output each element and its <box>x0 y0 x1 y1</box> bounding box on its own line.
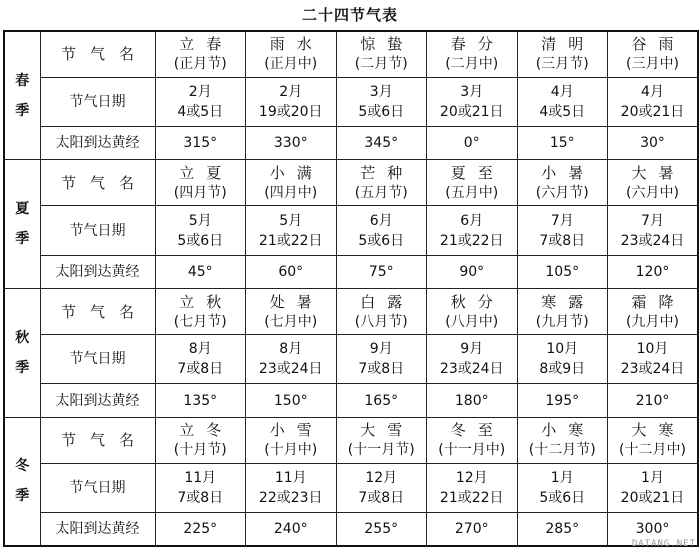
term-longitude-cell <box>517 255 608 288</box>
term-longitude-cell <box>427 384 518 417</box>
term-name-cell <box>155 417 246 463</box>
term-date-month: 8月 <box>188 341 212 358</box>
term-name: 小雪 <box>269 421 324 440</box>
term-date-cell <box>427 463 518 512</box>
term-date-month: 4月 <box>550 83 574 100</box>
term-name: 小满 <box>269 163 324 182</box>
term-name: 立秋 <box>179 292 234 311</box>
term-longitude-cell <box>427 126 518 159</box>
term-date-cell <box>336 335 427 384</box>
term-longitude: 180° <box>454 392 489 409</box>
term-longitude-cell <box>608 384 699 417</box>
term-date-month: 2月 <box>188 83 212 100</box>
term-longitude-cell <box>246 255 337 288</box>
row-label-name: 节气名 <box>40 31 155 77</box>
season-3-row-date <box>4 463 698 512</box>
season-0-row-name <box>4 31 698 77</box>
term-date-cell <box>246 77 337 126</box>
term-longitude: 225° <box>183 521 218 538</box>
term-date-days: 7或8日 <box>539 232 586 249</box>
term-name: 冬至 <box>450 421 505 440</box>
term-longitude: 345° <box>364 135 399 152</box>
term-longitude-cell <box>336 126 427 159</box>
term-date-days: 19或20日 <box>258 103 323 120</box>
term-name-cell <box>517 417 608 463</box>
term-date-days: 4或5日 <box>539 103 586 120</box>
term-lunar-month: (三月中) <box>626 56 679 73</box>
term-lunar-month: (十二月中) <box>619 442 686 459</box>
term-date-cell <box>155 335 246 384</box>
term-date-days: 23或24日 <box>258 361 323 378</box>
term-date-days: 7或8日 <box>177 489 224 506</box>
term-longitude: 60° <box>278 263 304 280</box>
term-name-cell <box>155 288 246 334</box>
term-longitude: 165° <box>364 392 399 409</box>
term-name: 惊蛰 <box>360 35 415 54</box>
term-longitude: 285° <box>545 521 580 538</box>
term-date-days: 23或24日 <box>439 361 504 378</box>
solar-terms-table <box>3 30 699 547</box>
row-label-name: 节气名 <box>40 160 155 206</box>
term-name-cell <box>608 31 699 77</box>
term-name-cell <box>427 288 518 334</box>
term-lunar-month: (八月节) <box>354 313 408 330</box>
term-date-cell <box>246 335 337 384</box>
row-label-longitude: 太阳到达黄经 <box>40 255 155 288</box>
term-longitude-cell <box>155 513 246 546</box>
term-name: 小寒 <box>541 421 596 440</box>
term-date-cell <box>517 206 608 255</box>
term-date-cell <box>517 77 608 126</box>
term-longitude: 300° <box>635 521 670 538</box>
term-date-cell <box>155 206 246 255</box>
row-label-date: 节气日期 <box>40 77 155 126</box>
term-date-days: 20或21日 <box>620 489 685 506</box>
term-longitude-cell <box>336 255 427 288</box>
term-date-month: 4月 <box>641 83 664 100</box>
term-longitude: 45° <box>187 263 213 280</box>
term-date-cell <box>427 77 518 126</box>
season-0-row-longitude <box>4 126 698 159</box>
solar-terms-table-body <box>4 31 698 546</box>
term-date-month: 5月 <box>188 212 212 229</box>
term-name-cell <box>155 31 246 77</box>
term-lunar-month: (六月中) <box>626 184 679 201</box>
term-date-cell <box>517 463 608 512</box>
season-label-text: 夏季 <box>15 201 30 248</box>
term-date-cell <box>608 463 699 512</box>
term-date-month: 1月 <box>550 469 574 486</box>
term-name-cell <box>155 160 246 206</box>
row-label-date: 节气日期 <box>40 335 155 384</box>
season-0-row-date <box>4 77 698 126</box>
row-label-date: 节气日期 <box>40 463 155 512</box>
term-date-days: 5或6日 <box>358 232 405 249</box>
term-date-days: 20或21日 <box>620 103 685 120</box>
term-longitude: 195° <box>545 392 580 409</box>
term-lunar-month: (四月中) <box>264 184 318 201</box>
term-longitude-cell <box>517 384 608 417</box>
season-3-row-name <box>4 417 698 463</box>
term-name-cell <box>336 288 427 334</box>
term-date-month: 3月 <box>369 83 393 100</box>
term-longitude-cell <box>155 126 246 159</box>
term-date-days: 5或6日 <box>358 103 405 120</box>
term-longitude: 150° <box>273 392 308 409</box>
term-longitude: 270° <box>454 521 489 538</box>
term-name-cell <box>336 417 427 463</box>
season-label <box>4 160 40 289</box>
row-label-name: 节气名 <box>40 288 155 334</box>
term-date-days: 4或5日 <box>177 103 224 120</box>
row-label-name: 节气名 <box>40 417 155 463</box>
term-lunar-month: (正月中) <box>264 56 318 73</box>
term-longitude-cell <box>608 126 699 159</box>
term-date-cell <box>608 335 699 384</box>
term-name-cell <box>427 417 518 463</box>
season-label-text: 秋季 <box>15 329 30 376</box>
term-longitude-cell <box>336 513 427 546</box>
term-lunar-month: (三月节) <box>535 56 589 73</box>
term-date-days: 23或24日 <box>620 361 685 378</box>
term-name-cell <box>427 31 518 77</box>
term-longitude: 135° <box>183 392 218 409</box>
term-date-days: 5或6日 <box>177 232 224 249</box>
term-lunar-month: (八月中) <box>445 313 499 330</box>
term-date-month: 11月 <box>184 469 217 486</box>
term-name-cell <box>336 31 427 77</box>
term-longitude-cell <box>336 384 427 417</box>
term-name: 立冬 <box>179 421 234 440</box>
term-longitude-cell <box>155 255 246 288</box>
term-date-month: 11月 <box>274 469 307 486</box>
term-name: 秋分 <box>450 292 505 311</box>
term-longitude: 120° <box>635 263 670 280</box>
term-longitude: 90° <box>459 263 485 280</box>
term-date-month: 10月 <box>546 341 579 358</box>
term-name: 寒露 <box>541 292 596 311</box>
term-longitude-cell <box>608 255 699 288</box>
term-name-cell <box>608 288 699 334</box>
term-name: 春分 <box>450 35 505 54</box>
term-longitude-cell <box>427 513 518 546</box>
term-name: 立夏 <box>179 163 234 182</box>
term-longitude-cell <box>517 513 608 546</box>
term-lunar-month: (十二月节) <box>528 442 596 459</box>
term-lunar-month: (十一月节) <box>347 442 415 459</box>
term-date-month: 3月 <box>460 83 484 100</box>
term-date-month: 5月 <box>279 212 303 229</box>
term-longitude: 255° <box>364 521 399 538</box>
term-date-days: 21或22日 <box>439 232 504 249</box>
term-name-cell <box>517 160 608 206</box>
term-longitude: 0° <box>463 135 480 152</box>
term-longitude: 75° <box>368 263 394 280</box>
term-date-days: 5或6日 <box>539 489 586 506</box>
term-lunar-month: (十月中) <box>264 442 318 459</box>
term-name-cell <box>608 417 699 463</box>
term-date-days: 7或8日 <box>358 489 405 506</box>
term-longitude: 105° <box>545 263 580 280</box>
season-1-row-date <box>4 206 698 255</box>
term-date-month: 6月 <box>369 212 393 229</box>
term-date-days: 7或8日 <box>177 361 224 378</box>
term-lunar-month: (九月节) <box>535 313 589 330</box>
term-longitude: 15° <box>549 135 575 152</box>
term-lunar-month: (七月中) <box>264 313 318 330</box>
term-name: 夏至 <box>450 163 505 182</box>
term-lunar-month: (正月节) <box>173 56 227 73</box>
term-lunar-month: (四月节) <box>173 184 227 201</box>
term-lunar-month: (五月中) <box>445 184 499 201</box>
term-longitude: 210° <box>635 392 670 409</box>
term-name-cell <box>608 160 699 206</box>
term-date-month: 12月 <box>365 469 398 486</box>
term-name: 立春 <box>179 35 234 54</box>
term-name: 处暑 <box>269 292 324 311</box>
row-label-longitude: 太阳到达黄经 <box>40 384 155 417</box>
row-label-longitude: 太阳到达黄经 <box>40 513 155 546</box>
term-lunar-month: (十月节) <box>173 442 227 459</box>
term-lunar-month: (六月节) <box>535 184 589 201</box>
season-label-text: 冬季 <box>15 458 30 505</box>
term-date-cell <box>427 206 518 255</box>
term-longitude-cell <box>427 255 518 288</box>
term-lunar-month: (二月中) <box>445 56 499 73</box>
term-name-cell <box>246 31 337 77</box>
season-1-row-name <box>4 160 698 206</box>
term-date-cell <box>246 463 337 512</box>
term-date-cell <box>336 77 427 126</box>
term-date-month: 7月 <box>641 212 664 229</box>
season-2-row-longitude <box>4 384 698 417</box>
term-lunar-month: (十一月中) <box>438 442 506 459</box>
term-date-month: 7月 <box>550 212 574 229</box>
term-name-cell <box>246 417 337 463</box>
term-date-days: 21或22日 <box>439 489 504 506</box>
term-name: 大暑 <box>631 163 686 182</box>
term-date-days: 23或24日 <box>620 232 685 249</box>
term-date-month: 1月 <box>641 469 664 486</box>
term-name: 大雪 <box>360 421 415 440</box>
term-date-days: 7或8日 <box>358 361 405 378</box>
season-1-row-longitude <box>4 255 698 288</box>
term-date-month: 10月 <box>636 341 669 358</box>
term-longitude: 315° <box>183 135 218 152</box>
season-label <box>4 31 40 160</box>
season-label <box>4 417 40 546</box>
term-date-cell <box>155 77 246 126</box>
term-date-cell <box>155 463 246 512</box>
term-date-month: 2月 <box>279 83 303 100</box>
term-name-cell <box>517 288 608 334</box>
term-name: 白露 <box>360 292 415 311</box>
row-label-date: 节气日期 <box>40 206 155 255</box>
term-name: 芒种 <box>360 163 415 182</box>
term-date-cell <box>336 206 427 255</box>
term-longitude: 330° <box>273 135 308 152</box>
term-date-cell <box>517 335 608 384</box>
term-lunar-month: (二月节) <box>354 56 408 73</box>
season-2-row-date <box>4 335 698 384</box>
term-longitude: 240° <box>273 521 308 538</box>
season-label <box>4 288 40 417</box>
term-date-cell <box>427 335 518 384</box>
term-lunar-month: (七月节) <box>173 313 227 330</box>
term-name-cell <box>246 288 337 334</box>
term-name: 雨水 <box>269 35 324 54</box>
term-date-cell <box>336 463 427 512</box>
term-name-cell <box>336 160 427 206</box>
term-name-cell <box>427 160 518 206</box>
term-date-cell <box>608 206 699 255</box>
term-name: 谷雨 <box>631 35 686 54</box>
term-date-days: 21或22日 <box>258 232 323 249</box>
term-longitude-cell <box>246 513 337 546</box>
term-name: 小暑 <box>541 163 596 182</box>
term-longitude-cell <box>517 126 608 159</box>
term-date-days: 8或9日 <box>539 361 586 378</box>
row-label-longitude: 太阳到达黄经 <box>40 126 155 159</box>
term-date-month: 9月 <box>460 341 484 358</box>
term-date-month: 9月 <box>369 341 393 358</box>
term-date-month: 6月 <box>460 212 484 229</box>
term-date-days: 20或21日 <box>439 103 504 120</box>
term-date-days: 22或23日 <box>258 489 323 506</box>
season-2-row-name <box>4 288 698 334</box>
term-date-month: 12月 <box>455 469 488 486</box>
season-label-text: 春季 <box>15 72 30 119</box>
term-longitude-cell <box>246 384 337 417</box>
term-name-cell <box>246 160 337 206</box>
term-longitude-cell <box>246 126 337 159</box>
term-date-month: 8月 <box>279 341 303 358</box>
term-date-cell <box>246 206 337 255</box>
page-title: 二十四节气表 <box>301 6 398 24</box>
season-3-row-longitude <box>4 513 698 546</box>
term-name-cell <box>517 31 608 77</box>
term-date-cell <box>608 77 699 126</box>
term-longitude-cell <box>155 384 246 417</box>
term-longitude: 30° <box>640 135 665 152</box>
term-name: 霜降 <box>631 292 686 311</box>
term-name: 清明 <box>541 35 596 54</box>
term-name: 大寒 <box>631 421 686 440</box>
term-lunar-month: (九月中) <box>626 313 679 330</box>
term-lunar-month: (五月节) <box>354 184 408 201</box>
watermark: DATANG.NET <box>631 539 696 549</box>
